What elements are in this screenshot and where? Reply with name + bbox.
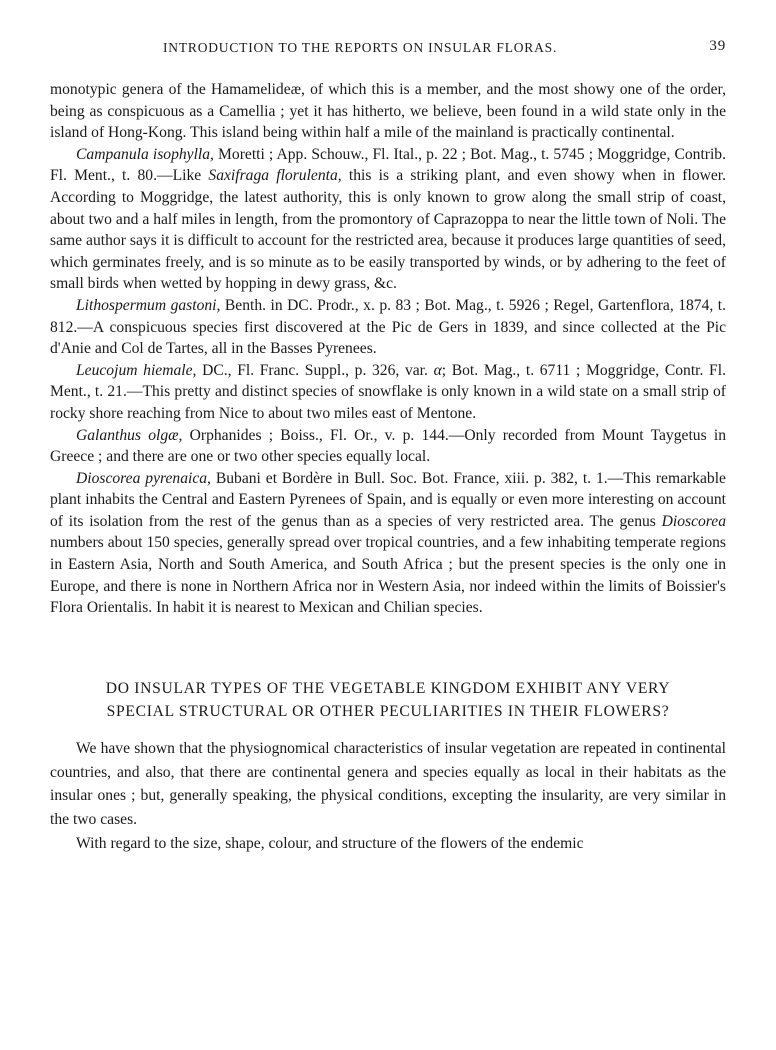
paragraph-text: Benth. in DC. Prodr., x. p. 83 ; Bot. Mag., t. 5926 ; Regel, Gartenflora, 1874, t. 812.—A conspicuous species first discovered at the Pic de Gers in 1839, and since collected at the Pic d'Anie and Col de Tartes, all in the Basses Pyrenees. <box>50 296 726 358</box>
species-name: Dioscorea pyrenaica, <box>76 469 211 487</box>
species-name: Leucojum hiemale, <box>76 361 197 379</box>
paragraph-text: DC., Fl. Franc. Suppl., p. 326, var. <box>196 361 434 379</box>
section-heading-line-2: SPECIAL STRUCTURAL OR OTHER PECULIARITIES IN THEIR FLOWERS? <box>106 702 670 720</box>
section-heading <box>50 677 726 723</box>
species-name: Lithospermum gastoni, <box>76 296 221 314</box>
variety-symbol: α <box>433 361 442 379</box>
paragraph-leucojum <box>50 360 726 425</box>
paragraph-text: numbers about 150 species, generally spread over tropical countries, and a few inhabiting temperate regions in Eastern Asia, North and South America, and South Africa ; but the present species is the only one in Europe, and there is none in Northern Africa nor in Western Asia, nor indeed within the limits of Boissier's Flora Orientalis. In habit it is nearest to Mexican and Chilian species. <box>50 534 726 617</box>
paragraph-flower-structure: With regard to the size, shape, colour, and structure of the flowers of the endemic <box>76 835 584 853</box>
species-name: Campanula isophylla, <box>76 145 214 163</box>
running-head <box>50 38 726 60</box>
document-page <box>50 38 726 856</box>
paragraph-hamamelideae <box>50 79 726 144</box>
paragraph-text: monotypic genera of the Hamamelideæ, of which this is a member, and the most showy one of the order, being as conspicuous as a Camellia ; yet it has hitherto, we believe, been found in a wild state only in the island of Hong-Kong. This island being within half a mile of the mainland is practically continental. <box>50 81 726 142</box>
paragraph-text: Orphanides ; Boiss., Fl. Or., v. p. 144.—Only recorded from Mount Taygetus in Greece ; and there are one or two other species equally local. <box>50 426 726 466</box>
species-name: Saxifraga florulenta, <box>208 167 342 185</box>
paragraph-dioscorea <box>50 468 726 619</box>
paragraph-text: Moretti ; App. Schouw., Fl. Ital., p. 22 ; Bot. Mag., t. 5745 ; Moggridge, Contrib. Fl. Ment., t. 80.—Like <box>50 145 726 185</box>
paragraph-lithospermum <box>50 295 726 360</box>
paragraph-campanula <box>50 144 726 295</box>
paragraph-text: Bubani et Bordère in Bull. Soc. Bot. France, xiii. p. 382, t. 1.—This remarkable plant inhabits the Central and Eastern Pyrenees of Spain, and is equally or even more interesting on account of its isolation from the rest of the genus than as a species of very restricted area. The genus <box>50 469 726 530</box>
body-text <box>50 79 726 856</box>
paragraph-text: this is a striking plant, and even showy when in flower. According to Moggridge, the latest authority, this is only known to grow along the small strip of coast, about two and a half miles in length, from the promontory of Caprazoppa to near the little town of Noli. The same author says it is difficult to account for the restricted area, because it produces large quantities of seed, which germinates freely, and is so minute as to be easily transported by winds, or by adhering to the feet of small birds when wetted by hopping in dewy grass, &c. <box>50 167 726 293</box>
paragraph-text: ; Bot. Mag., t. 6711 ; Moggridge, Contr. Fl. Ment., t. 21.—This pretty and distinct species of snowflake is only known in a wild state on a small strip of rocky shore reaching from Nice to about two miles east of Mentone. <box>50 361 726 422</box>
section-heading-line-1: DO INSULAR TYPES OF THE VEGETABLE KINGDOM EXHIBIT ANY VERY <box>105 679 671 697</box>
genus-name: Dioscorea <box>661 512 726 530</box>
paragraph-galanthus <box>50 425 726 468</box>
page-number: 39 <box>709 38 726 54</box>
species-name: Galanthus olgæ, <box>76 426 183 444</box>
section-body <box>50 737 726 856</box>
running-title: INTRODUCTION TO THE REPORTS ON INSULAR FLORAS. <box>163 40 558 55</box>
paragraph-insular-characteristics: We have shown that the physiognomical characteristics of insular vegetation are repeated in continental countries, and also, that there are continental genera and species equally as local in their habitats as the insular ones ; but, generally speaking, the physical conditions, excepting the insularity, are very similar in the two cases. <box>50 739 726 829</box>
